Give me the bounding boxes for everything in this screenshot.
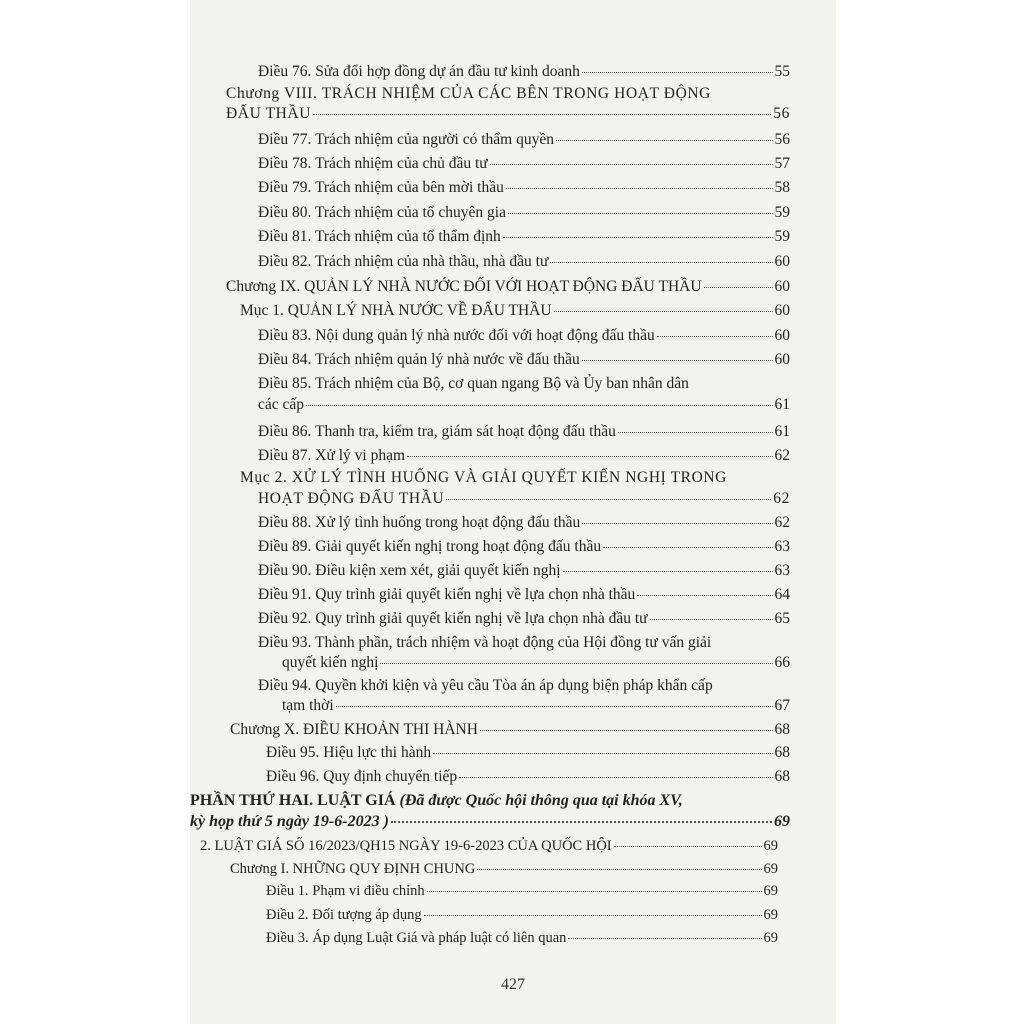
toc-leader-dots [650, 619, 773, 620]
toc-leader-dots [424, 915, 762, 916]
toc-entry-text: Chương X. ĐIỀU KHOẢN THI HÀNH [230, 721, 478, 738]
toc-entry-dieu-78 [258, 154, 790, 174]
toc-chapter-8-title: Chương VIII. TRÁCH NHIỆM CỦA CÁC BÊN TRONG HOẠT ĐỘNG [226, 85, 711, 102]
toc-page-number: 61 [774, 396, 790, 413]
toc-entry-text: Điều 91. Quy trình giải quyết kiến nghị về lựa chọn nhà thầu [258, 586, 636, 603]
toc-page-number: 66 [774, 654, 790, 671]
toc-entry-continuation: tạm thời [282, 697, 334, 714]
toc-leader-dots [506, 188, 773, 189]
toc-entry-text: Mục 1. QUẢN LÝ NHÀ NƯỚC VỀ ĐẤU THẦU [240, 302, 552, 319]
page-number: 427 [501, 976, 525, 993]
toc-page-number: 63 [774, 562, 790, 579]
toc-page-number: 62 [773, 490, 790, 507]
toc-entry-dieu-96 [266, 767, 790, 787]
toc-page-number: 61 [774, 423, 790, 440]
toc-page-number: 58 [774, 179, 790, 196]
toc-entry-text: Điều 89. Giải quyết kiến nghị trong hoạt động đấu thầu [258, 538, 602, 555]
toc-entry-dieu-76 [258, 62, 790, 82]
toc-part-2-heading [190, 791, 683, 811]
toc-entry-dieu-84 [258, 350, 790, 370]
toc-entry-dieu-83 [258, 326, 790, 346]
toc-entry-chuong-1 [230, 859, 778, 879]
toc-leader-dots [446, 499, 771, 500]
toc-entry-text: Điều 81. Trách nhiệm của tổ thẩm định [258, 228, 501, 245]
toc-entry-dieu-95 [266, 743, 790, 763]
toc-entry-dieu-94-title: Điều 94. Quyền khởi kiện và yêu cầu Tòa án áp dụng biện pháp khẩn cấp [258, 677, 713, 694]
toc-entry-dieu-2 [266, 905, 778, 925]
toc-page-number: 59 [774, 204, 790, 221]
toc-leader-dots [556, 140, 773, 141]
toc-page-number: 69 [763, 907, 778, 923]
toc-leader-dots [550, 262, 772, 263]
toc-section-2-title: Mục 2. XỬ LÝ TÌNH HUỐNG VÀ GIẢI QUYẾT KIẾN NGHỊ TRONG [240, 469, 727, 486]
toc-leader-dots [459, 777, 772, 778]
toc-entry-text: Điều 77. Trách nhiệm của người có thẩm quyền [258, 131, 554, 148]
toc-entry-dieu-93-title: Điều 93. Thành phần, trách nhiệm và hoạt động của Hội đồng tư vấn giải [258, 634, 712, 651]
toc-leader-dots [568, 938, 761, 939]
toc-entry-dieu-77 [258, 130, 790, 150]
toc-leader-dots [554, 311, 773, 312]
toc-leader-dots [477, 869, 761, 870]
toc-page-number: 62 [774, 447, 790, 464]
toc-entry-continuation: các cấp [258, 396, 305, 413]
toc-page-number: 69 [763, 930, 778, 946]
toc-leader-dots [407, 456, 772, 457]
toc-leader-dots [433, 753, 772, 754]
toc-entry-dieu-89 [258, 537, 790, 557]
toc-part-2-note: (Đã được Quốc hội thông qua tại khóa XV, [395, 792, 683, 809]
toc-page-number: 68 [774, 744, 790, 761]
toc-entry-text: Điều 95. Hiệu lực thi hành [266, 744, 432, 761]
toc-page-number: 68 [774, 721, 790, 738]
toc-entry-text: Điều 83. Nội dung quản lý nhà nước đối với hoạt động đấu thầu [258, 327, 655, 344]
toc-leader-dots [563, 571, 773, 572]
toc-leader-dots [603, 547, 772, 548]
toc-entry-dieu-88 [258, 513, 790, 533]
toc-entry-dieu-90 [258, 561, 790, 581]
toc-entry-luat-gia [200, 836, 778, 856]
toc-entry-text: Điều 96. Quy định chuyển tiếp [266, 768, 458, 785]
toc-entry-chuong-8 [226, 104, 790, 124]
toc-entry-text: Điều 80. Trách nhiệm của tổ chuyên gia [258, 204, 506, 221]
toc-leader-dots [508, 213, 773, 214]
toc-entry-continuation: quyết kiến nghị [282, 654, 379, 671]
toc-entry-text: 2. LUẬT GIÁ SỐ 16/2023/QH15 NGÀY 19-6-2023 CỦA QUỐC HỘI [200, 838, 612, 854]
toc-entry-muc-1 [240, 301, 790, 321]
toc-entry-dieu-80 [258, 203, 790, 223]
toc-leader-dots [490, 164, 773, 165]
toc-entry-dieu-87 [258, 446, 790, 466]
toc-entry-chuong-9 [226, 277, 790, 297]
toc-entry-text: Điều 88. Xử lý tình huống trong hoạt động đấu thầu [258, 514, 581, 531]
toc-page-number: 60 [774, 327, 790, 344]
toc-entry-text: Điều 1. Phạm vi điều chỉnh [266, 883, 425, 899]
toc-entry-dieu-1 [266, 881, 778, 901]
toc-page-number: 57 [774, 155, 790, 172]
toc-leader-dots [582, 523, 772, 524]
toc-leader-dots [380, 663, 772, 664]
toc-leader-dots [480, 730, 773, 731]
toc-page-number: 60 [774, 351, 790, 368]
toc-entry-dieu-92 [258, 609, 790, 629]
toc-leader-dots [503, 237, 773, 238]
toc-entry-continuation: HOẠT ĐỘNG ĐẤU THẦU [258, 490, 445, 507]
toc-entry-text: Điều 3. Áp dụng Luật Giá và pháp luật có liên quan [266, 930, 567, 946]
toc-leader-dots [306, 405, 772, 406]
toc-entry-text: Điều 92. Quy trình giải quyết kiến nghị về lựa chọn nhà đầu tư [258, 610, 648, 627]
toc-entry-chuong-10 [230, 720, 790, 740]
book-page [190, 0, 836, 1024]
toc-entry-text: Điều 84. Trách nhiệm quản lý nhà nước về đấu thầu [258, 351, 580, 368]
toc-leader-dots [427, 891, 762, 892]
toc-entry-dieu-86 [258, 422, 790, 442]
toc-leader-dots [637, 595, 772, 596]
toc-entry-text: Điều 79. Trách nhiệm của bên mời thầu [258, 179, 504, 196]
toc-entry-text: Điều 90. Điều kiện xem xét, giải quyết kiến nghị [258, 562, 561, 579]
toc-entry-dieu-91 [258, 585, 790, 605]
toc-entry-continuation: ĐẤU THẦU [226, 105, 312, 122]
toc-leader-dots [657, 336, 773, 337]
toc-page-number: 64 [774, 586, 790, 603]
toc-part-2-title: PHẦN THỨ HAI. LUẬT GIÁ [190, 792, 396, 809]
toc-leader-dots [313, 114, 771, 115]
toc-entry-continuation: kỳ họp thứ 5 ngày 19-6-2023 ) [190, 813, 389, 830]
toc-page-number: 60 [774, 278, 790, 295]
toc-page-number: 68 [774, 768, 790, 785]
toc-leader-dots [582, 72, 773, 73]
toc-leader-dots [614, 846, 762, 847]
toc-entry-dieu-85 [258, 395, 790, 415]
toc-leader-dots [391, 821, 772, 823]
toc-page-number: 59 [774, 228, 790, 245]
toc-leader-dots [618, 432, 773, 433]
toc-entry-text: Điều 87. Xử lý vi phạm [258, 447, 406, 464]
toc-page-number: 69 [763, 883, 778, 899]
toc-page-number: 56 [774, 131, 790, 148]
toc-entry-dieu-94 [282, 696, 790, 716]
toc-entry-text: Chương IX. QUẢN LÝ NHÀ NƯỚC ĐỐI VỚI HOẠT ĐỘNG ĐẤU THẦU [226, 278, 702, 295]
toc-page-number: 63 [774, 538, 790, 555]
toc-entry-text: Điều 78. Trách nhiệm của chủ đầu tư [258, 155, 488, 172]
toc-entry-text: Điều 76. Sửa đổi hợp đồng dự án đầu tư kinh doanh [258, 63, 580, 80]
toc-page-number: 60 [774, 302, 790, 319]
toc-entry-dieu-79 [258, 178, 790, 198]
toc-entry-text: Điều 86. Thanh tra, kiểm tra, giám sát hoạt động đấu thầu [258, 423, 616, 440]
toc-entry-dieu-85-title: Điều 85. Trách nhiệm của Bộ, cơ quan ngang Bộ và Ủy ban nhân dân [258, 375, 689, 392]
toc-page-number: 55 [774, 63, 790, 80]
toc-entry-text: Điều 82. Trách nhiệm của nhà thầu, nhà đầu tư [258, 253, 549, 270]
toc-page-number: 69 [763, 838, 778, 854]
toc-entry-text: Điều 2. Đối tượng áp dụng [266, 907, 422, 923]
toc-page-number: 60 [774, 253, 790, 270]
toc-entry-muc-2 [258, 489, 790, 509]
toc-entry-dieu-81 [258, 227, 790, 247]
toc-page-number: 62 [774, 514, 790, 531]
toc-leader-dots [582, 360, 773, 361]
toc-entry-dieu-82 [258, 252, 790, 272]
toc-page-number: 56 [773, 105, 790, 122]
toc-page-number: 65 [774, 610, 790, 627]
toc-entry-text: Chương I. NHỮNG QUY ĐỊNH CHUNG [230, 861, 476, 877]
toc-page-number: 67 [774, 697, 790, 714]
toc-leader-dots [336, 706, 773, 707]
toc-entry-dieu-3 [266, 928, 778, 948]
toc-entry-dieu-93 [282, 653, 790, 673]
toc-entry-part-2 [190, 812, 790, 832]
toc-leader-dots [704, 287, 773, 288]
toc-page-number: 69 [763, 861, 778, 877]
toc-page-number: 69 [774, 813, 790, 830]
